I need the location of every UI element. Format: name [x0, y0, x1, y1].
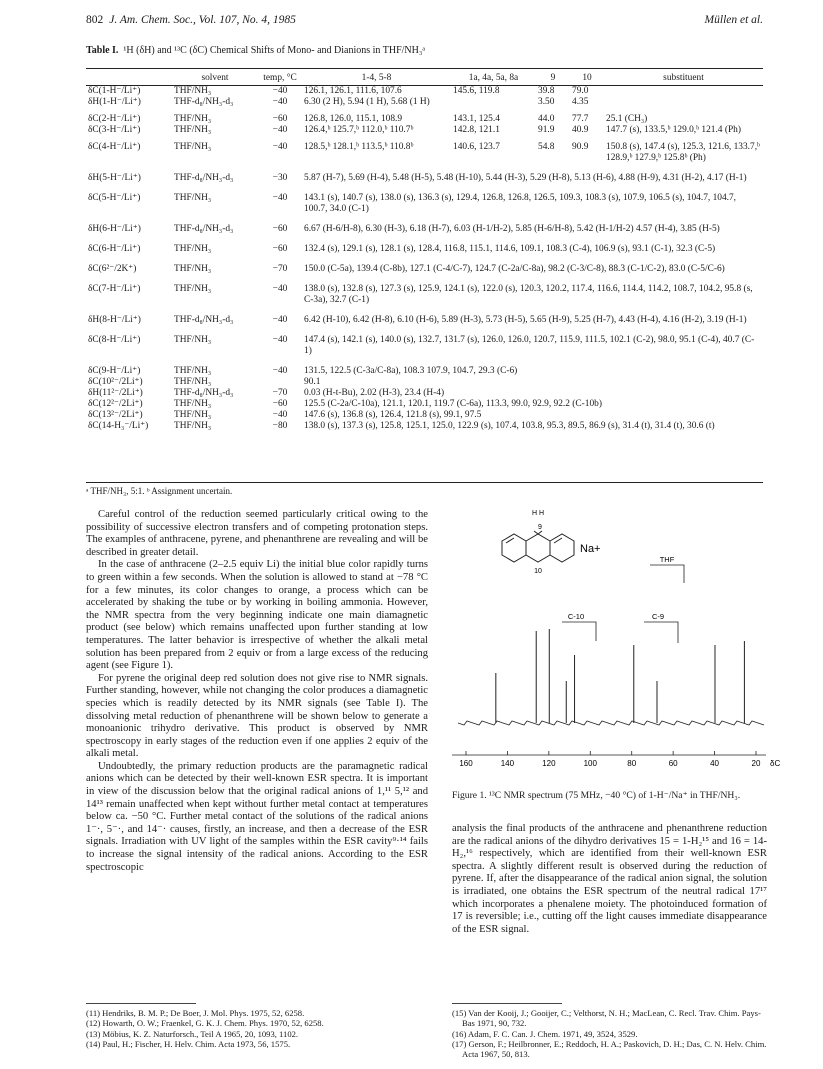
temperature-cell — [258, 377, 302, 388]
row-label: δC(9-H⁻/Li⁺) — [88, 366, 141, 376]
solvent-cell: THF/NH₃ — [174, 193, 212, 203]
column-header: substituent — [663, 72, 704, 83]
journal-citation: J. Am. Chem. Soc., Vol. 107, No. 4, 1985 — [109, 14, 296, 26]
shift-values-cell: 147.6 (s), 136.8 (s), 126.4, 121.8 (s), 99.1, 97.5 — [304, 410, 482, 420]
figure-1-nmr-spectrum — [452, 503, 781, 803]
temperature-cell: −30 — [272, 173, 288, 183]
c10-label-box — [562, 622, 596, 641]
table-row — [86, 97, 763, 108]
reference-item: (12) Howarth, O. W.; Fraenkel, G. K. J. Chem. Phys. 1970, 52, 6258. — [86, 1018, 324, 1029]
references-left — [86, 1008, 431, 1049]
shift-values-cell: 143.1 (s), 140.7 (s), 138.0 (s), 136.3 (s), 129.4, 126.8, 126.8, 126.5, 109.3, 108.3 (s), 107.9, 106.5 (s), 104.7, 104.7, 100.7, 34.0 (C-1) — [304, 193, 737, 214]
table-row — [86, 275, 763, 306]
x-axis-tick-label: 40 — [710, 759, 720, 768]
shift-values-cell: 6.42 (H-10), 6.42 (H-8), 6.10 (H-6), 5.89 (H-3), 5.73 (H-5), 5.65 (H-9), 5.25 (H-7), 4.43 (H-4), 4.16 (H-2), 3.19 (H-1) — [304, 315, 747, 325]
x-axis-unit-label: δC — [770, 759, 781, 768]
temperature-cell: −60 — [272, 114, 288, 124]
table-row — [86, 215, 763, 235]
x-axis-tick-label: 140 — [500, 759, 515, 768]
body-paragraph: Careful control of the reduction seemed particularly critical owing to the possibility of successive electron transfers and of competing protonation steps. The examples of anthracene, pyrene, and phenanthrene are revealing and will be described in greater detail. — [86, 509, 428, 558]
temperature-cell: −40 — [272, 315, 288, 325]
x-axis-tick-label: 80 — [627, 759, 637, 768]
solvent-cell: THF/NH₃ — [174, 86, 212, 96]
shift-values-cell: 138.0 (s), 132.8 (s), 127.3 (s), 125.9, 124.1 (s), 122.0 (s), 120.3, 120.2, 117.4, 116.6, 114.4, 114.2, 108.7, 104.2, 95.8 (s, C-3a), 32.7 (C-1) — [304, 284, 753, 305]
reference-item: (15) Van der Kooij, J.; Gooijer, C.; Velthorst, N. H.; MacLean, C. Recl. Trav. Chim. Pays-Bas 1971, 90, 732. — [452, 1008, 761, 1029]
column-header — [86, 70, 172, 86]
x-axis-tick-label: 120 — [542, 759, 556, 768]
shift-cell-1-4-5-8: 126.4,ᵇ 125.7,ᵇ 112.0,ᵇ 110.7ᵇ — [304, 125, 414, 135]
shift-cell-1-4-5-8: 126.1, 126.1, 111.6, 107.6 — [304, 86, 402, 96]
row-label: δH(1-H⁻/Li⁺) — [88, 97, 141, 107]
solvent-cell: THF/NH₃ — [174, 399, 212, 409]
solvent-cell: THF/NH₃ — [174, 125, 212, 135]
substituent-cell — [604, 97, 763, 108]
sodium-counterion-label: Na+ — [580, 543, 601, 555]
thf-label-box — [650, 565, 684, 583]
row-label: δC(7-H⁻/Li⁺) — [88, 284, 141, 294]
shift-cell-1a-4a: 142.8, 121.1 — [453, 125, 500, 135]
shift-cell-10: 90.9 — [572, 142, 589, 152]
row-label: δH(8-H⁻/Li⁺) — [88, 315, 141, 325]
temperature-cell: −60 — [272, 244, 288, 254]
shift-values-cell: 125.5 (C-2a/C-10a), 121.1, 120.1, 119.7 (C-6a), 113.3, 99.0, 92.9, 92.2 (C-10b) — [304, 399, 602, 409]
solvent-cell: THF/NH₃ — [174, 335, 212, 345]
table-header-row — [86, 70, 763, 86]
solvent-cell: THF/NH₃ — [174, 142, 212, 152]
table-row — [86, 388, 763, 399]
author-running-head: Müllen et al. — [704, 14, 763, 26]
x-axis-tick-label: 100 — [583, 759, 597, 768]
temperature-cell: −60 — [272, 399, 288, 409]
shift-values-cell: 150.0 (C-5a), 139.4 (C-8b), 127.1 (C-4/C-7), 124.7 (C-2a/C-8a), 98.2 (C-3/C-8), 88.3 (C-1/C-2), 83.0 (C-5/C-6) — [304, 264, 725, 274]
table-footnote: ᵃ THF/NH₃, 5:1. ᵇ Assignment uncertain. — [86, 486, 233, 496]
body-paragraph: For pyrene the original deep red solution does not give rise to NMR signals. Further standing, however, while not changing the color produces a diamagnetic species which is readily detected by its NMR signals (see Table I). The dissolving metal reduction of phenanthrene will be shown below to generate a monoanionic trihydro derivative. This product is observed by NMR spectroscopy in early stages of the reduction even if one applies 2 equiv of the alkali metal. — [86, 672, 428, 760]
temperature-cell: −40 — [272, 125, 288, 135]
shift-values-cell: 6.67 (H-6/H-8), 6.30 (H-3), 6.18 (H-7), 6.03 (H-1/H-2), 5.85 (H-6/H-8), 5.42 (H-1/H-2) 4.57 (H-4), 3.85 (H-5) — [304, 224, 720, 234]
column-header: 9 — [550, 72, 556, 83]
substituent-cell: 25.1 (CH₃) — [606, 114, 648, 124]
temperature-cell: −70 — [272, 264, 288, 274]
temperature-cell: −40 — [272, 97, 288, 107]
c10-peak-label: C-10 — [567, 612, 585, 621]
table-bottom-rule — [86, 482, 763, 483]
shift-values-cell: 138.0 (s), 137.3 (s), 125.8, 125.1, 125.0, 122.9 (s), 107.4, 103.8, 95.3, 89.5, 86.9 (s), 31.4 (t), 31.4 (t), 30.6 (t) — [304, 421, 715, 431]
shift-values-cell: 132.4 (s), 129.1 (s), 128.1 (s), 128.4, 116.8, 115.1, 114.6, 109.1, 108.3 (C-4), 106.9 (s), 93.1 (C-1), 32.3 (C-5) — [304, 244, 716, 254]
table-row — [86, 399, 763, 410]
solvent-cell: THF-d₈/NH₃-d₃ — [174, 315, 234, 325]
temperature-cell: −60 — [272, 224, 288, 234]
substituent-cell: 147.7 (s), 133.5,ᵇ 129.0,ᵇ 121.4 (Ph) — [606, 125, 741, 135]
shift-cell-1a-4a — [451, 97, 536, 108]
table-row — [86, 357, 763, 377]
row-label: δC(2-H⁻/Li⁺) — [88, 114, 141, 124]
reference-item: (13) Möbius, K. Z. Naturforsch., Teil A 1965, 20, 1093, 1102. — [86, 1028, 299, 1039]
shift-values-cell: 5.87 (H-7), 5.69 (H-4), 5.48 (H-5), 5.48 (H-10), 5.44 (H-3), 5.29 (H-8), 5.13 (H-6), 4.88 (H-9), 4.31 (H-2), 4.17 (H-1) — [304, 173, 747, 183]
table-row — [86, 184, 763, 215]
table-caption-label: Table I. — [86, 45, 119, 56]
x-axis-tick-label: 20 — [751, 759, 761, 768]
references-separator-right — [452, 1003, 562, 1004]
reference-item: (11) Hendriks, B. M. P.; De Boer, J. Mol. Phys. 1975, 52, 6258. — [86, 1008, 305, 1018]
substituent-cell: 150.8 (s), 147.4 (s), 125.3, 121.6, 133.7,ᵇ 128.9,ᵇ 127.9,ᵇ 125.8ᵇ (Ph) — [606, 142, 760, 163]
row-label: δC(3-H⁻/Li⁺) — [88, 125, 141, 135]
shift-values-cell: 90.1 — [304, 377, 321, 387]
table-row — [86, 410, 763, 421]
position-10-label: 10 — [534, 568, 542, 575]
table-caption-text: ¹H (δH) and ¹³C (δC) Chemical Shifts of Mono- and Dianions in THF/NH₃ᵃ — [123, 45, 426, 56]
row-label: δC(6-H⁻/Li⁺) — [88, 244, 141, 254]
row-label: δC(6²⁻/2K⁺) — [88, 264, 137, 274]
temperature-cell: −40 — [272, 193, 288, 203]
column-header: 1a, 4a, 5a, 8a — [468, 72, 519, 83]
left-text-column — [86, 509, 428, 874]
shift-cell-1-4-5-8: 126.8, 126.0, 115.1, 108.9 — [304, 114, 403, 124]
solvent-cell: THF-d₈/NH₃-d₃ — [174, 388, 234, 398]
solvent-cell: THF/NH₃ — [174, 377, 212, 387]
shift-cell-1-4-5-8: 128.5,ᵇ 128.1,ᵇ 113.5,ᵇ 110.8ᵇ — [304, 142, 414, 152]
table-row — [86, 377, 763, 388]
solvent-cell: THF/NH₃ — [174, 410, 212, 420]
substituent-cell — [604, 86, 763, 97]
row-label: δC(10²⁻/2Li⁺) — [88, 377, 143, 387]
temperature-cell: −80 — [272, 421, 288, 431]
table-row — [86, 108, 763, 125]
temperature-cell: −70 — [272, 388, 288, 398]
shift-cell-10: 4.35 — [572, 97, 589, 107]
body-paragraph: Undoubtedly, the primary reduction products are the paramagnetic radical anions which can be detected by their well-known ESR spectra. It is important in view of the discussion below that the original radical anions of 1,¹¹ 5,¹² and 14¹³ remain unaffected when kept without further metal contact at temperatures below ca. −50 °C. Further metal contact of the solutions of the radical anions 1⁻·, 5⁻·, and 14⁻· causes, firstly, an increase, and then a decrease of the ESR signals. Irradiation with UV light of the samples within the ESR cavity⁹·¹⁴ fails to increase the signal intensity of the radical anions. According to the ESR spectroscopic — [86, 760, 428, 873]
x-axis-tick-label: 160 — [459, 759, 473, 768]
table-row — [86, 326, 763, 357]
solvent-cell: THF-d₈/NH₃-d₃ — [174, 97, 234, 107]
solvent-cell: THF/NH₃ — [174, 264, 212, 274]
solvent-cell: THF-d₈/NH₃-d₃ — [174, 173, 234, 183]
column-header: 10 — [582, 72, 592, 83]
reference-item: (14) Paul, H.; Fischer, H. Helv. Chim. Acta 1973, 56, 1575. — [86, 1038, 291, 1049]
table-row — [86, 421, 763, 432]
solvent-cell: THF/NH₃ — [174, 421, 212, 431]
reference-item: (17) Gerson, F.; Heilbronner, E.; Reddoch, H. A.; Paskovich, D. H.; Das, C. N. Helv. Chim. Acta 1967, 50, 813. — [452, 1038, 767, 1060]
shift-cell-9: 3.50 — [538, 97, 555, 107]
table-row — [86, 164, 763, 184]
temperature-cell: −40 — [272, 284, 288, 294]
shift-cell-10: 79.0 — [572, 86, 589, 96]
solvent-cell: THF/NH₃ — [174, 284, 212, 294]
row-label: δC(4-H⁻/Li⁺) — [88, 142, 141, 152]
references-separator-left — [86, 1003, 196, 1004]
table-row — [86, 255, 763, 275]
spectrum-peaks — [496, 629, 745, 723]
row-label: δC(8-H⁻/Li⁺) — [88, 335, 141, 345]
shift-cell-9: 91.9 — [538, 125, 555, 135]
row-label: δC(13²⁻/2Li⁺) — [88, 410, 143, 420]
row-label: δH(11²⁻/2Li⁺) — [88, 388, 143, 398]
table-row — [86, 235, 763, 255]
temperature-cell: −40 — [272, 86, 288, 96]
anthracene-structure — [502, 531, 574, 562]
h-label: H H — [531, 510, 545, 517]
row-label: δH(5-H⁻/Li⁺) — [88, 173, 141, 183]
spectrum-baseline — [458, 721, 764, 725]
table-top-rule — [86, 68, 763, 69]
shift-values-cell: 0.03 (H-t-Bu), 2.02 (H-3), 23.4 (H-4) — [304, 388, 445, 398]
page-number: 802 — [86, 14, 104, 26]
row-label: δC(12²⁻/2Li⁺) — [88, 399, 143, 409]
column-header: solvent — [201, 72, 229, 83]
solvent-cell: THF/NH₃ — [174, 366, 212, 376]
row-label: δC(1-H⁻/Li⁺) — [88, 86, 141, 96]
solvent-cell: THF-d₈/NH₃-d₃ — [174, 224, 234, 234]
table-row — [86, 86, 763, 97]
position-9-label: 9 — [538, 524, 542, 531]
table-row — [86, 125, 763, 136]
shift-cell-9: 44.0 — [538, 114, 555, 124]
chemical-shift-table — [86, 70, 763, 432]
shift-cell-1-4-5-8: 6.30 (2 H), 5.94 (1 H), 5.68 (1 H) — [304, 97, 430, 107]
shift-cell-10: 77.7 — [572, 114, 589, 124]
shift-cell-9: 54.8 — [538, 142, 555, 152]
x-axis-tick-label: 60 — [668, 759, 678, 768]
temperature-cell: −40 — [272, 410, 288, 420]
shift-cell-9: 39.8 — [538, 86, 555, 96]
table-row — [86, 136, 763, 164]
shift-cell-1a-4a: 143.1, 125.4 — [453, 114, 500, 124]
temperature-cell: −40 — [272, 366, 288, 376]
temperature-cell: −40 — [272, 142, 288, 152]
table-row — [86, 306, 763, 326]
shift-cell-1a-4a: 140.6, 123.7 — [453, 142, 500, 152]
thf-peak-label: THF — [659, 555, 675, 564]
shift-values-cell: 131.5, 122.5 (C-3a/C-8a), 108.3 107.9, 104.7, 29.3 (C-6) — [304, 366, 518, 376]
body-paragraph: analysis the final products of the anthracene and phenanthrene reduction are the radical anions of the dihydro derivatives 15 = 1-H₂¹⁵ and 16 = 14-H₂,¹⁶ respectively, which are identified from their well-known ESR spectra. A slightly different result is observed during the reduction of pyrene. If, after the disappearance of the radical anion signal, the solution is irradiated, one obtains the ESR spectrum of the neutral radical 17¹⁷ which incorporates a phenalene moiety. The photoinduced formation of 17 is reversible; i.e., cutting off the light causes immediate disappearance of the ESR signal. — [452, 823, 767, 935]
shift-cell-1a-4a: 145.6, 119.8 — [453, 86, 500, 96]
solvent-cell: THF/NH₃ — [174, 114, 212, 124]
solvent-cell: THF/NH₃ — [174, 244, 212, 254]
column-header: 1-4, 5-8 — [361, 72, 392, 83]
references-right — [452, 1008, 767, 1059]
c9-peak-label: C-9 — [651, 612, 665, 621]
row-label: δC(14-H₃⁻/Li⁺) — [88, 421, 149, 431]
x-axis-ticks — [459, 751, 780, 768]
shift-cell-10: 40.9 — [572, 125, 589, 135]
table-caption — [86, 45, 425, 56]
shift-values-cell: 147.4 (s), 142.1 (s), 140.0 (s), 132.7, 131.7 (s), 126.0, 126.0, 120.7, 115.9, 111.5, 102.1 (C-2), 98.0, 95.1 (C-4), 40.7 (C-1) — [304, 335, 755, 356]
column-header: temp, °C — [263, 72, 297, 83]
body-paragraph: In the case of anthracene (2–2.5 equiv Li) the initial blue color rapidly turns to green within a few seconds. When the solution is allowed to stand at −78 °C for a few minutes, its color changes to orange, a process which can be accelerated by shaking the tube or by working in boiling ammonia. However, the NMR spectra from the very beginning indicate one main diamagnetic product (see below) which remains unaffected upon further standing at low temperatures. The latter behavior is irrespective of whether the alkali metal solution has been prepared from 2 equiv or from a large excess of the reducing agent (see Figure 1). — [86, 559, 428, 672]
figure-1-caption: Figure 1. ¹³C NMR spectrum (75 MHz, −40 °C) of 1-H⁻/Na⁺ in THF/NH₃. — [452, 790, 741, 801]
row-label: δH(6-H⁻/Li⁺) — [88, 224, 141, 234]
running-header — [86, 14, 763, 32]
reference-item: (16) Adam, F. C. Can. J. Chem. 1971, 49, 3524, 3529. — [452, 1028, 638, 1039]
c9-label-box — [644, 622, 678, 643]
row-label: δC(5-H⁻/Li⁺) — [88, 193, 141, 203]
right-text-column — [452, 823, 767, 936]
temperature-cell: −40 — [272, 335, 288, 345]
